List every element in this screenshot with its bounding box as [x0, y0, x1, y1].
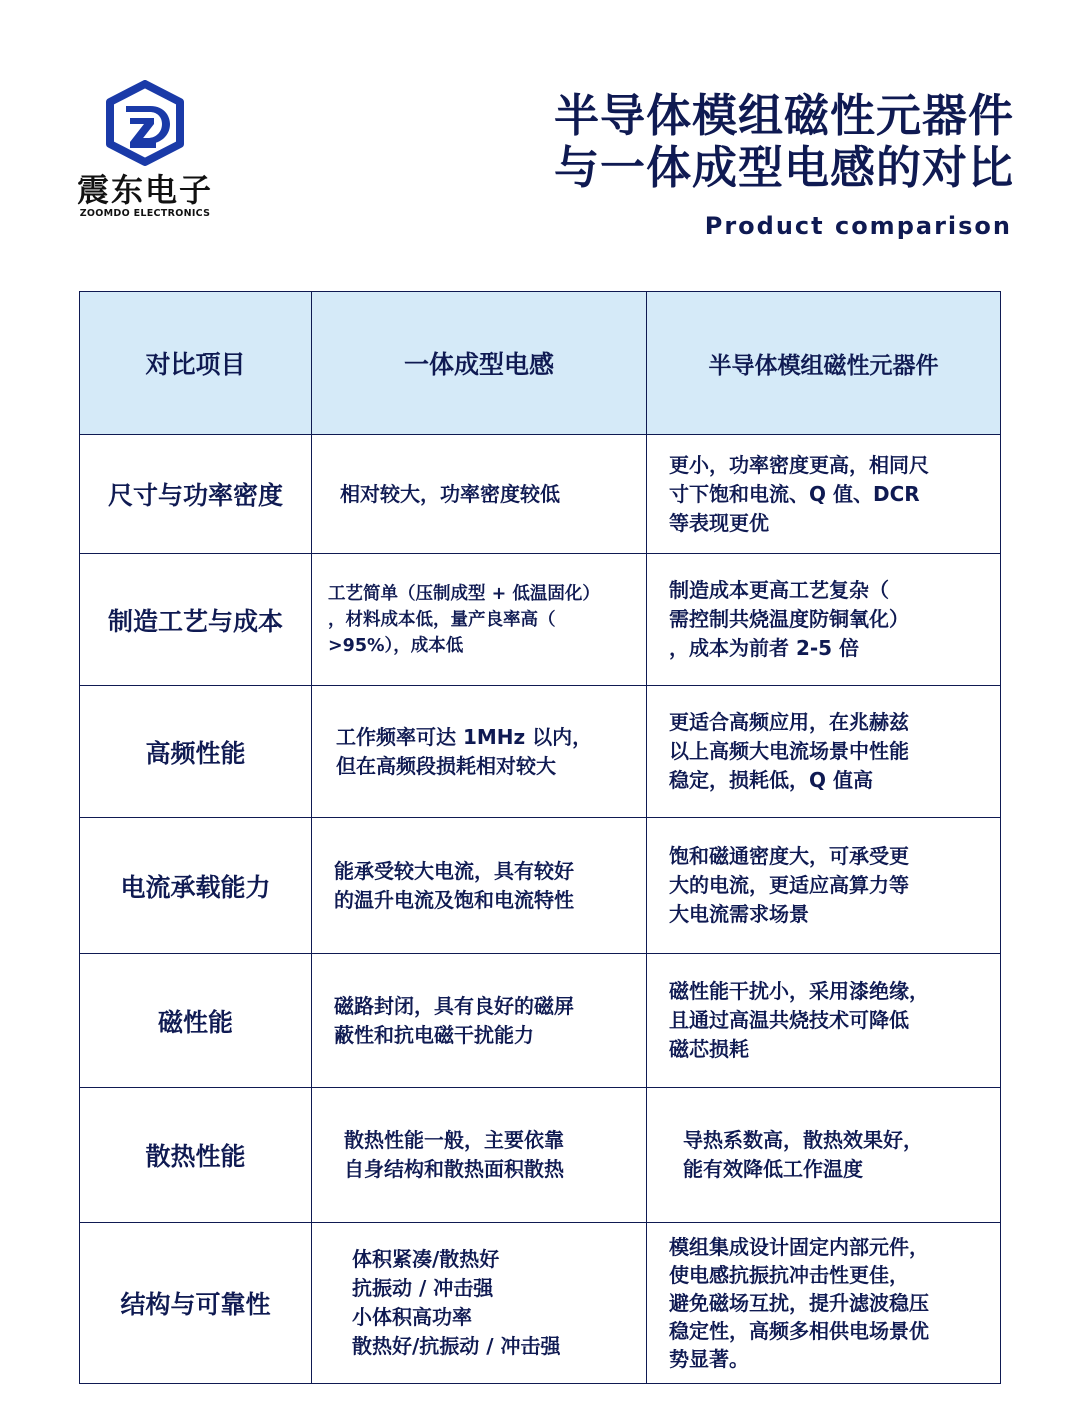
- module-cell: 饱和磁通密度大，可承受更 大的电流，更适应高算力等 大电流需求场景: [647, 818, 1001, 954]
- column-header-semiconductor-module: 半导体模组磁性元器件: [647, 292, 1001, 435]
- row-item: 制造工艺与成本: [80, 554, 312, 686]
- table-row: [80, 686, 1001, 818]
- module-cell: 模组集成设计固定内部元件， 使电感抗振抗冲击性更佳， 避免磁场互扰，提升滤波稳压 稳定性，高频多相供电场景优 势显著。: [647, 1223, 1001, 1384]
- page-title: [554, 90, 1014, 194]
- table-row: [80, 954, 1001, 1088]
- page-subtitle: Product comparison: [704, 212, 1012, 240]
- molded-cell: 磁路封闭，具有良好的磁屏 蔽性和抗电磁干扰能力: [312, 954, 647, 1088]
- brand-name-cn: 震东电子: [76, 171, 213, 209]
- molded-cell: 工艺简单（压制成型 + 低温固化） ，材料成本低，量产良率高（ >95%），成本低: [312, 554, 647, 686]
- module-cell: 导热系数高，散热效果好， 能有效降低工作温度: [647, 1088, 1001, 1223]
- column-header-item: 对比项目: [80, 292, 312, 435]
- table-row: [80, 1088, 1001, 1223]
- table-row: [80, 435, 1001, 554]
- table-row: [80, 1223, 1001, 1384]
- comparison-table: [79, 291, 1001, 1384]
- module-cell: 更小，功率密度更高，相同尺 寸下饱和电流、Q 值、DCR 等表现更优: [647, 435, 1001, 554]
- title-line-2: 与一体成型电感的对比: [553, 141, 1014, 194]
- molded-cell: 能承受较大电流，具有较好 的温升电流及饱和电流特性: [312, 818, 647, 954]
- table-row: [80, 818, 1001, 954]
- zoomdo-logo-icon: [104, 80, 186, 166]
- molded-cell: 相对较大，功率密度较低: [312, 435, 647, 554]
- row-item: 电流承载能力: [80, 818, 312, 954]
- module-cell: 磁性能干扰小，采用漆绝缘， 且通过高温共烧技术可降低 磁芯损耗: [647, 954, 1001, 1088]
- brand-name-en: ZOOMDO ELECTRONICS: [79, 208, 211, 219]
- module-cell: 更适合高频应用，在兆赫兹 以上高频大电流场景中性能 稳定，损耗低，Q 值高: [647, 686, 1001, 818]
- row-item: 结构与可靠性: [80, 1223, 312, 1384]
- table-row: [80, 554, 1001, 686]
- title-line-1: 半导体模组磁性元器件: [553, 89, 1014, 142]
- brand-logo: [70, 80, 220, 220]
- row-item: 磁性能: [80, 954, 312, 1088]
- molded-cell: 体积紧凑/散热好 抗振动 / 冲击强 小体积高功率 散热好/抗振动 / 冲击强: [312, 1223, 647, 1384]
- column-header-molded-inductor: 一体成型电感: [312, 292, 647, 435]
- molded-cell: 散热性能一般，主要依靠 自身结构和散热面积散热: [312, 1088, 647, 1223]
- table-header-row: [80, 292, 1001, 435]
- row-item: 散热性能: [80, 1088, 312, 1223]
- module-cell: 制造成本更高工艺复杂（ 需控制共烧温度防铜氧化） ，成本为前者 2-5 倍: [647, 554, 1001, 686]
- molded-cell: 工作频率可达 1MHz 以内， 但在高频段损耗相对较大: [312, 686, 647, 818]
- row-item: 高频性能: [80, 686, 312, 818]
- row-item: 尺寸与功率密度: [80, 435, 312, 554]
